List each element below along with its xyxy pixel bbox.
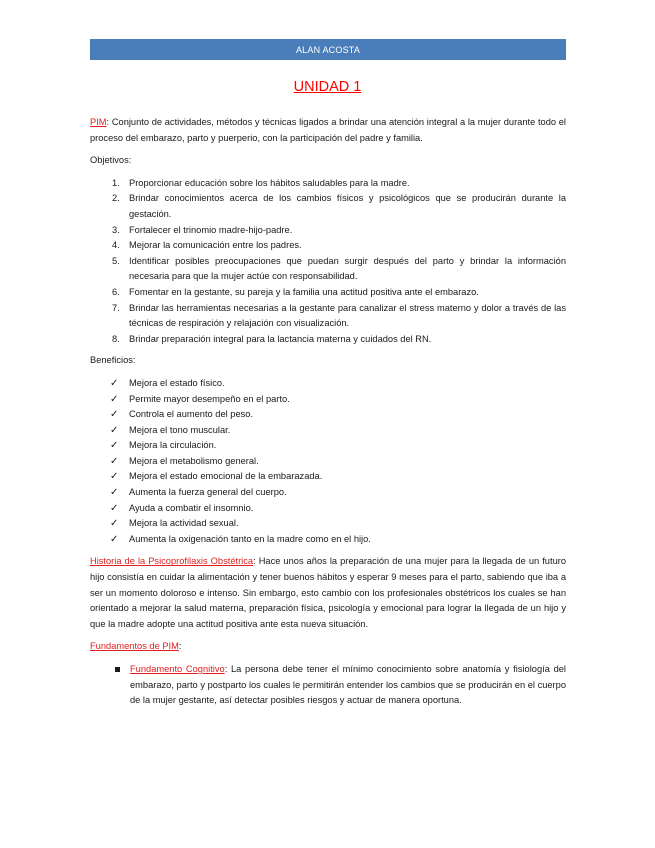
objetivo-number: 4. (112, 240, 120, 251)
fundamento-item (90, 662, 566, 709)
author-name: ALAN ACOSTA (295, 44, 361, 55)
fundamentos-term: Fundamentos de PIM (90, 641, 179, 652)
objetivo-item (90, 332, 566, 348)
objetivo-number: 2. (112, 193, 120, 204)
check-icon: ✓ (110, 487, 119, 499)
check-icon: ✓ (110, 377, 119, 389)
beneficios-list (90, 376, 566, 548)
check-icon: ✓ (110, 533, 119, 545)
check-icon: ✓ (110, 393, 119, 405)
objetivo-item (90, 301, 566, 332)
beneficio-text: Mejora el metabolismo general. (129, 455, 259, 466)
fundamento-term: Fundamento Cognitivo (130, 664, 225, 674)
check-icon: ✓ (110, 471, 119, 483)
check-icon: ✓ (110, 440, 119, 452)
square-bullet-icon (115, 667, 120, 672)
beneficio-item (90, 407, 566, 423)
beneficio-text: Aumenta la oxigenación tanto en la madre como en el hijo. (129, 533, 371, 544)
fundamentos-list (90, 662, 566, 709)
fundamentos-colon: : (178, 641, 182, 652)
objetivo-text: Brindar preparación integral para la lactancia materna y cuidados del RN. (129, 333, 432, 344)
document-body (90, 115, 566, 709)
objetivo-text: Identificar posibles preocupaciones que puedan surgir después del parto y brindar la información necesaria para que la mujer actúe con responsabilidad. (129, 255, 566, 282)
beneficio-item (90, 392, 566, 408)
objetivo-number: 7. (112, 302, 120, 313)
page-title: UNIDAD 1 (293, 79, 362, 95)
fundamentos-heading (90, 639, 566, 655)
historia-paragraph (90, 554, 566, 632)
check-icon: ✓ (110, 502, 119, 514)
historia-term: Historia de la Psicoprofilaxis Obstétrica (90, 556, 254, 567)
pim-definition-text: : Conjunto de actividades, métodos y técnicas ligados a brindar una atención integral a la mujer durante todo el proceso del embarazo, parto y puerperio, con la participación del padre y familia. (90, 117, 566, 143)
objetivo-item (90, 191, 566, 222)
objetivo-number: 8. (112, 333, 120, 344)
beneficio-item (90, 516, 566, 532)
objetivo-number: 1. (112, 177, 120, 188)
objetivo-number: 3. (112, 224, 120, 235)
objetivo-item (90, 223, 566, 239)
beneficio-item (90, 438, 566, 454)
pim-definition (90, 115, 566, 146)
objetivo-text: Brindar conocimientos acerca de los cambios físicos y psicológicos que se producirán durante la gestación. (129, 193, 566, 219)
beneficio-text: Permite mayor desempeño en el parto. (129, 393, 290, 404)
fundamento-text: : La persona debe tener el mínimo conocimiento sobre anatomía y fisiología del embarazo, parto y postparto los cuales le permitirán entender los cambios que se producirán en el cuerpo de la mujer gestante, así detectar posibles riesgos y actuar de manera oportuna. (130, 664, 566, 706)
beneficio-item (90, 423, 566, 439)
check-icon: ✓ (110, 518, 119, 530)
check-icon: ✓ (110, 424, 119, 436)
beneficio-item (90, 501, 566, 517)
beneficio-item (90, 469, 566, 485)
objetivo-number: 6. (112, 286, 120, 297)
beneficio-item (90, 376, 566, 392)
beneficio-text: Mejora la circulación. (129, 440, 217, 451)
objetivos-label: Objetivos: (90, 155, 132, 166)
historia-text: : Hace unos años la preparación de una mujer para la llegada de un futuro hijo consistía en cuidar la alimentación y tener buenos hábitos y esperar 9 meses para el parto, sabiendo que iba a ser un momento doloroso e intenso. Sin embargo, esto cambio con los profesionales obstétricos los cuales se han orientado a mejorar la salud materna, preparación física, psicología y emocional para lograr la llegada de un hijo y que la madre adopte una actitud positiva ante esta nueva situación. (90, 556, 566, 629)
beneficio-text: Mejora el estado físico. (129, 377, 225, 388)
objetivo-text: Brindar las herramientas necesarias a la gestante para canalizar el stress materno y dolor a través de las técnicas de respiración y relajación con visualización. (129, 302, 566, 329)
beneficio-text: Controla el aumento del peso. (129, 409, 254, 420)
objetivo-text: Mejorar la comunicación entre los padres. (129, 240, 302, 251)
beneficio-item (90, 532, 566, 548)
objetivo-text: Fortalecer el trinomio madre-hijo-padre. (129, 224, 293, 235)
objetivo-item (90, 285, 566, 301)
beneficio-text: Mejora la actividad sexual. (129, 518, 239, 529)
objetivo-item (90, 254, 566, 285)
objetivo-number: 5. (112, 255, 120, 266)
beneficio-text: Mejora el estado emocional de la embarazada. (129, 471, 323, 482)
beneficio-text: Ayuda a combatir el insomnio. (129, 502, 254, 513)
pim-term: PIM (90, 117, 107, 127)
header-bar (90, 39, 566, 60)
check-icon: ✓ (110, 409, 119, 421)
beneficio-item (90, 485, 566, 501)
objetivo-text: Proporcionar educación sobre los hábitos saludables para la madre. (129, 177, 410, 188)
beneficio-text: Mejora el tono muscular. (129, 424, 231, 435)
objetivo-text: Fomentar en la gestante, su pareja y la familia una actitud positiva ante el embarazo. (129, 286, 479, 297)
objetivo-item (90, 176, 566, 192)
check-icon: ✓ (110, 455, 119, 467)
objetivo-item (90, 238, 566, 254)
beneficios-label: Beneficios: (90, 355, 136, 366)
beneficio-text: Aumenta la fuerza general del cuerpo. (129, 487, 287, 498)
beneficio-item (90, 454, 566, 470)
objetivos-list (90, 176, 566, 348)
